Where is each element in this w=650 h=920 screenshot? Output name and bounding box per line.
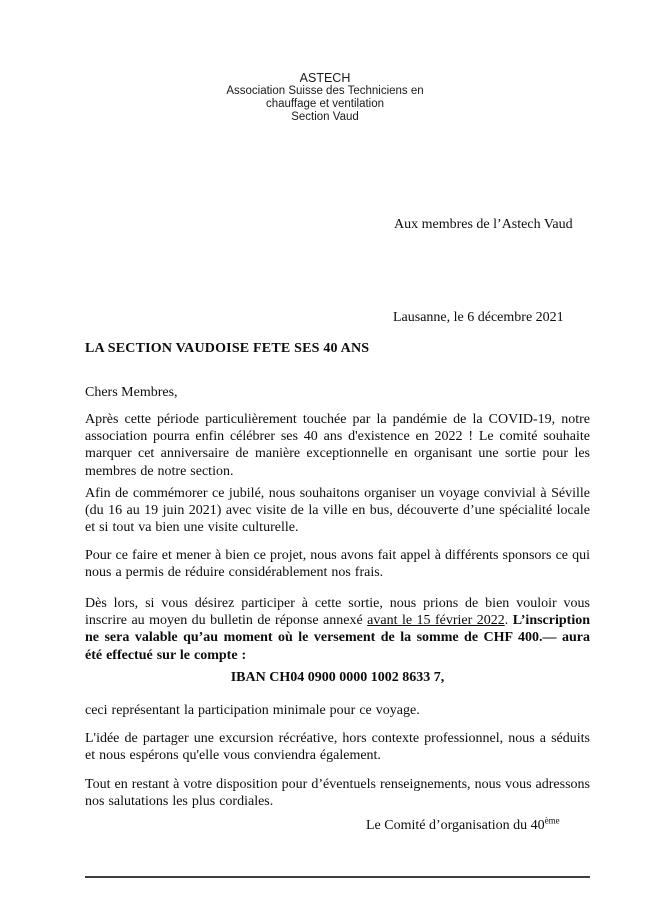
org-acronym: ASTECH [299,71,351,85]
signature-text: Le Comité d’organisation du 40 [366,818,545,833]
paragraph-sponsors: Pour ce faire et mener à bien ce projet, nous avons fait appel à différents sponsors ce qui nous a permis de réduire considérablement nos frais. [85,548,590,581]
footer-divider [85,876,590,878]
date-line: Lausanne, le 6 décembre 2021 [393,310,564,325]
org-name-line-2: chauffage et ventilation [265,98,385,110]
org-section: Section Vaud [291,111,359,123]
paragraph-anniversary: Après cette période particulièrement touchée par la pandémie de la COVID-19, notre association pourra enfin célébrer ses 40 ans d'existence en 2022 ! Le comité souhaite marquer cet anniversaire de manière exceptionnelle en organisant une sortie pour les membres de notre section. [85,412,590,479]
letterhead [0,72,650,124]
iban-line: IBAN CH04 0900 0000 1002 8633 7, [230,670,445,685]
inscription-text: Dès lors, si vous désirez participer à cette sortie, nous prions de bien vouloir vous inscrire au moyen du bulletin de réponse annexé [85,596,590,629]
signature-superscript: ème [544,815,560,826]
inscription-separator: . [504,613,513,629]
signature-line [366,817,560,834]
subject-line: LA SECTION VAUDOISE FETE SES 40 ANS [85,341,370,356]
paragraph-trip: Afin de commémorer ce jubilé, nous souhaitons organiser un voyage convivial à Séville (du 16 au 19 juin 2021) avec visite de la ville en bus, découverte d’une spécialité locale et si tout va bien une visite culturelle. [85,486,590,536]
recipient-line: Aux membres de l’Astech Vaud [394,217,573,232]
paragraph-minimum: ceci représentant la participation minimale pour ce voyage. [85,703,420,718]
paragraph-inscription [85,595,590,664]
paragraph-excursion: L'idée de partager une excursion récréative, hors contexte professionnel, nous a séduits et nous espérons qu'elle vous conviendra également. [85,731,590,764]
payment-condition-bold: L’inscription ne sera valable qu’au moment où le versement de la somme de CHF 400.— aura été effectué sur le compte : [85,613,590,663]
deadline-underlined: avant le 15 février 2022 [367,613,505,629]
org-name-line-1: Association Suisse des Techniciens en [226,85,424,97]
salutation: Chers Membres, [85,385,178,400]
paragraph-closing: Tout en restant à votre disposition pour d’éventuels renseignements, nous vous adressons nos salutations les plus cordiales. [85,777,590,810]
